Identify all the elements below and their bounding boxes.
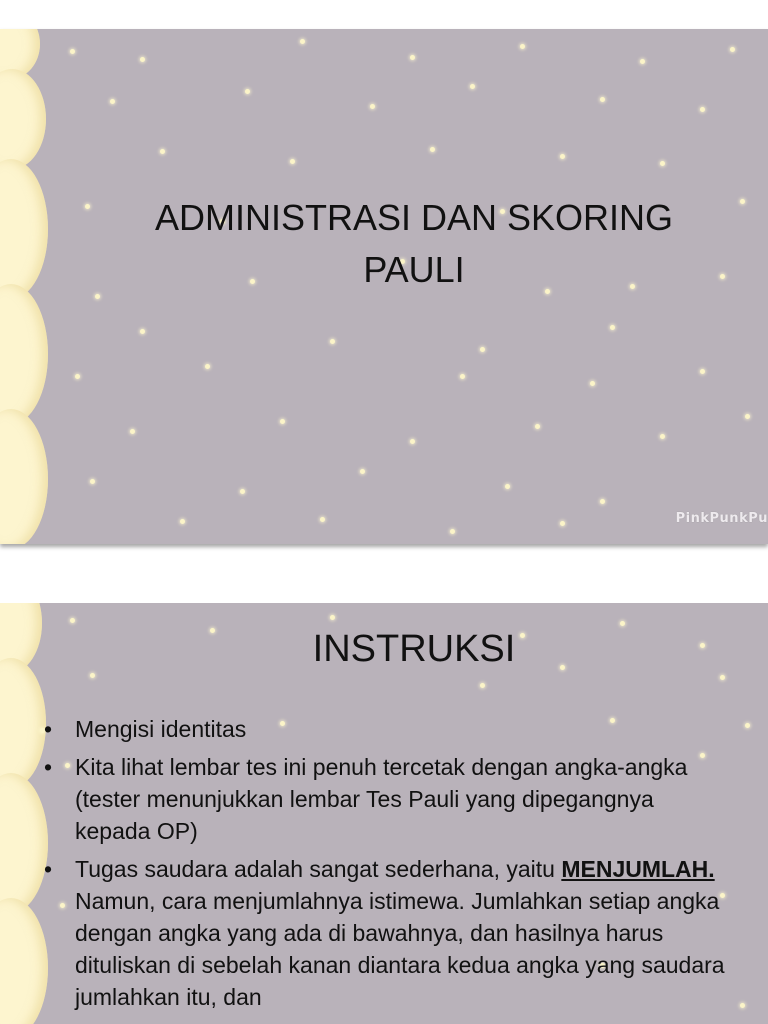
scallop-border-decoration xyxy=(0,658,46,788)
bullet-emphasis: MENJUMLAH. xyxy=(561,856,715,882)
star-decoration xyxy=(730,47,735,52)
scallop-border-decoration xyxy=(0,773,48,913)
star-decoration xyxy=(370,104,375,109)
star-decoration xyxy=(535,424,540,429)
star-decoration xyxy=(740,1003,745,1008)
watermark-logo: PinkPunkPu xyxy=(675,511,768,526)
bullet-list xyxy=(44,713,734,1019)
star-decoration xyxy=(480,683,485,688)
star-decoration xyxy=(560,154,565,159)
star-decoration xyxy=(70,49,75,54)
star-decoration xyxy=(480,347,485,352)
star-decoration xyxy=(130,429,135,434)
title-slide xyxy=(0,29,768,544)
star-decoration xyxy=(300,39,305,44)
scallop-border-decoration xyxy=(0,69,46,169)
star-decoration xyxy=(110,99,115,104)
star-decoration xyxy=(640,59,645,64)
star-decoration xyxy=(610,325,615,330)
star-decoration xyxy=(280,419,285,424)
star-decoration xyxy=(560,521,565,526)
star-decoration xyxy=(600,499,605,504)
star-decoration xyxy=(505,484,510,489)
star-decoration xyxy=(600,97,605,102)
bullet-icon: • xyxy=(44,856,53,882)
star-decoration xyxy=(75,374,80,379)
bullet-text: Tugas saudara adalah sangat sederhana, yaitu xyxy=(75,856,555,882)
star-decoration xyxy=(410,55,415,60)
star-decoration xyxy=(205,364,210,369)
bullet-icon: • xyxy=(44,754,53,780)
star-decoration xyxy=(460,374,465,379)
star-decoration xyxy=(700,107,705,112)
star-decoration xyxy=(240,489,245,494)
star-decoration xyxy=(180,519,185,524)
slide-title: INSTRUKSI xyxy=(312,628,516,670)
list-item xyxy=(44,713,734,745)
star-decoration xyxy=(90,673,95,678)
star-decoration xyxy=(140,57,145,62)
slide-title-line-1: ADMINISTRASI DAN SKORING xyxy=(154,197,674,238)
bullet-text: Kita lihat lembar tes ini penuh tercetak dengan angka-angka (tester menunjukkan lembar Tes Pauli yang dipegangnya kepada OP) xyxy=(75,754,688,844)
star-decoration xyxy=(245,89,250,94)
star-decoration xyxy=(330,339,335,344)
star-decoration xyxy=(450,529,455,534)
star-decoration xyxy=(720,675,725,680)
star-decoration xyxy=(160,149,165,154)
star-decoration xyxy=(590,381,595,386)
star-decoration xyxy=(290,159,295,164)
scallop-border-decoration xyxy=(0,409,48,544)
star-decoration xyxy=(520,44,525,49)
list-item xyxy=(44,751,734,847)
star-decoration xyxy=(360,469,365,474)
star-decoration xyxy=(140,329,145,334)
star-decoration xyxy=(660,434,665,439)
bullet-icon: • xyxy=(44,716,53,742)
bullet-text: Namun, cara menjumlahnya istimewa. Jumlahkan setiap angka dengan angka yang ada di bawahnya, dan hasilnya harus dituliskan di sebelah kanan diantara kedua angka yang saudara jumlahkan itu, dan xyxy=(75,888,725,1010)
scallop-border-decoration xyxy=(0,159,48,299)
star-decoration xyxy=(320,517,325,522)
slide-title xyxy=(60,192,768,296)
star-decoration xyxy=(410,439,415,444)
star-decoration xyxy=(660,161,665,166)
star-decoration xyxy=(470,84,475,89)
star-decoration xyxy=(70,618,75,623)
list-item xyxy=(44,853,734,1013)
instruction-slide xyxy=(0,603,768,1024)
star-decoration xyxy=(330,615,335,620)
bullet-text: Mengisi identitas xyxy=(75,716,247,742)
star-decoration xyxy=(700,369,705,374)
star-decoration xyxy=(745,723,750,728)
scallop-border-decoration xyxy=(0,898,48,1024)
scallop-border-decoration xyxy=(0,284,48,424)
slide-title-line-2: PAULI xyxy=(363,249,465,290)
star-decoration xyxy=(90,479,95,484)
star-decoration xyxy=(745,414,750,419)
star-decoration xyxy=(430,147,435,152)
